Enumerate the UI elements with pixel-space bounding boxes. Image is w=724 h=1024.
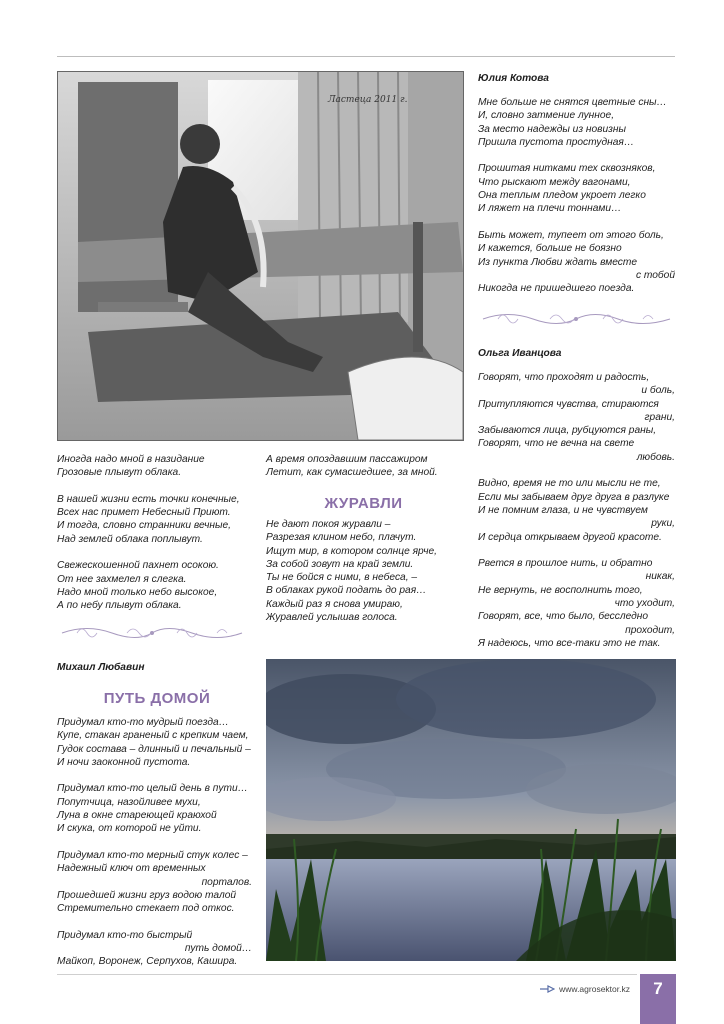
poem-line: Прошедшей жизни груз водою талой (57, 889, 237, 901)
poem-line: что уходит, (614, 598, 675, 610)
poem-line: и боль, (641, 385, 675, 397)
poem-line: Мне больше не снятся цветные сны… (478, 97, 667, 108)
middle-poem-stanzas (266, 453, 466, 480)
poem-title-zhuravli: ЖУРАВЛИ (324, 495, 403, 512)
poem-line: Ты не бойся с ними, в небеса, – (266, 572, 418, 584)
poem-line: порталов. (201, 876, 252, 888)
poem-line: Говорят, что не вечна на свете (478, 438, 635, 450)
poem-line: Забываются лица, рубцуются раны, (478, 425, 657, 437)
poem-line: с тобой (635, 269, 675, 281)
stanza (266, 518, 466, 624)
poem-line: Придумал кто-то целый день в пути… (57, 783, 248, 795)
poem-line: Я надеюсь, что все-таки это не так. (478, 637, 661, 649)
ornament-divider-left (57, 622, 247, 644)
poem-line: Придумал кто-то быстрый (57, 929, 193, 941)
header-rule (57, 56, 675, 57)
poem-line: Говорят, что проходят и радость, (478, 372, 650, 383)
left-column-poem (57, 453, 257, 613)
poem-line: И тогда, словно странники вечные, (57, 520, 231, 532)
poem-line: Прошитая нитками тех сквозняков, (478, 163, 656, 175)
poem-line: Гудок состава – длинный и печальный – (57, 743, 251, 755)
poem-line: Летит, как сумасшедшее, за мной. (266, 467, 438, 479)
zhuravli-lines (266, 518, 466, 624)
poem-line: Иногда надо мной в назидание (57, 454, 205, 465)
stanza (57, 493, 257, 546)
poem-line: Надо мной только небо высокое, (57, 586, 218, 598)
poem-line: Всех нас примет Небесный Приют. (57, 507, 231, 519)
poem-line: За место надежды из новизны (478, 123, 626, 135)
stanza (478, 162, 675, 215)
pencil-sketch-illustration (57, 71, 464, 441)
poem-line: От нее захмелел я слегка. (57, 573, 187, 585)
lyubavin-poem (57, 716, 252, 969)
ivantsova-poem (478, 371, 675, 650)
stanza (57, 929, 252, 969)
middle-column-poem (266, 453, 466, 480)
poem-line: Из пункта Любви ждать вместе (478, 256, 637, 268)
footer-rule (57, 974, 637, 975)
poem-line: проходит, (625, 624, 675, 636)
cursor-hand-icon (539, 984, 555, 994)
poem-line: Если мы забываем друг друга в разлуке (478, 491, 670, 503)
poem-line: И не помним глаза, и не чувствуем (478, 504, 648, 516)
poem-line: Притупляются чувства, стираются (478, 398, 659, 410)
stanza (57, 782, 252, 835)
poem-line: никак, (645, 571, 675, 583)
poem-line: В облаках рукой подать до рая… (266, 585, 427, 597)
poem-line: Грозовые плывут облака. (57, 467, 182, 479)
stanza (57, 849, 252, 915)
poem-line: В нашей жизни есть точки конечные, (57, 493, 240, 505)
poem-line: И сердца открываем другой красоте. (478, 531, 662, 543)
lyubavin-stanzas (57, 716, 252, 969)
poem-line: руки, (651, 518, 675, 530)
poem-line: Никогда не пришедшего поезда. (478, 283, 635, 295)
poem-line: Над землей облака поплывут. (57, 533, 203, 545)
kotova-poem (478, 96, 675, 295)
poem-line: Журавлей услышав голоса. (266, 612, 398, 624)
zhuravli-poem (266, 518, 466, 624)
author-lyubavin: Михаил Любавин (57, 662, 145, 673)
poem-line: Луна в окне стареющей краюхой (57, 810, 217, 822)
ivantsova-stanzas (478, 371, 675, 650)
stanza (478, 371, 675, 464)
poem-line: Что рыскают между вагонами, (478, 176, 631, 188)
poem-line: грани, (644, 411, 675, 423)
poem-line: путь домой… (184, 943, 252, 955)
poem-line: Майкоп, Воронеж, Серпухов, Кашира. (57, 956, 238, 968)
poem-line: И кажется, больше не боязно (478, 243, 622, 255)
stanza (57, 716, 252, 769)
poem-line: А время опоздавшим пассажиром (266, 454, 428, 465)
sketch-signature: Ластеца 2011 г. (328, 95, 408, 105)
author-ivantsova: Ольга Иванцова (478, 348, 562, 359)
poem-line: Придумал кто-то мерный стук колес – (57, 849, 248, 861)
landscape-painting (266, 659, 676, 961)
poem-line: Стремительно стекает под откос. (57, 903, 235, 915)
footer-website[interactable] (539, 984, 630, 994)
poem-line: Придумал кто-то мудрый поезда… (57, 717, 229, 728)
poem-line: Рвется в прошлое нить, и обратно (478, 558, 653, 570)
poem-line: Купе, стакан граненый с крепким чаем, (57, 730, 249, 742)
poem-line: Говорят, все, что было, бесследно (478, 611, 649, 623)
footer-url-text[interactable]: www.agrosektor.kz (559, 984, 630, 994)
poem-line: И ляжет на плечи тоннами… (478, 203, 622, 215)
kotova-stanzas (478, 96, 675, 295)
poem-line: Ищут мир, в котором солнце ярче, (266, 545, 438, 557)
painting-drawing (266, 659, 676, 961)
stanza (478, 229, 675, 295)
poem-line: За собой зовут на край земли. (266, 558, 414, 570)
stanza (57, 559, 257, 612)
poem-line: И, словно затмение лунное, (478, 110, 615, 122)
poem-line: Разрезая клином небо, плачут. (266, 532, 417, 544)
poem-line: Быть может, тупеет от этого боль, (478, 229, 664, 241)
poem-line: Она теплым пледом укроет легко (478, 190, 646, 202)
sketch-drawing (58, 72, 463, 440)
poem-line: любовь. (636, 451, 675, 463)
ornament-divider-right (478, 308, 675, 330)
left-poem-stanzas (57, 453, 257, 613)
poem-title-put-domoy: ПУТЬ ДОМОЙ (103, 690, 211, 707)
poem-line: Попутчица, назойливее мухи, (57, 796, 201, 808)
poem-line: Каждый раз я снова умираю, (266, 598, 403, 610)
stanza (478, 477, 675, 543)
stanza (478, 96, 675, 149)
page-number: 7 (640, 974, 676, 1024)
poem-line: И ночи заоконной пустота. (57, 756, 191, 768)
poem-line: Не вернуть, не восполнить того, (478, 584, 643, 596)
poem-line: Надежный ключ от временных (57, 863, 206, 875)
poem-line: Свежескошенной пахнет осокою. (57, 560, 219, 572)
poem-line: Пришла пустота простудная… (478, 136, 635, 148)
poem-line: А по небу плывут облака. (57, 600, 182, 612)
poem-line: Видно, время не то или мысли не те, (478, 478, 661, 490)
stanza (478, 557, 675, 650)
stanza (266, 453, 466, 480)
poem-line: И скука, от которой не уйти. (57, 823, 202, 835)
stanza (57, 453, 257, 480)
poem-line: Не дают покоя журавли – (266, 519, 391, 530)
author-kotova: Юлия Котова (478, 73, 549, 84)
